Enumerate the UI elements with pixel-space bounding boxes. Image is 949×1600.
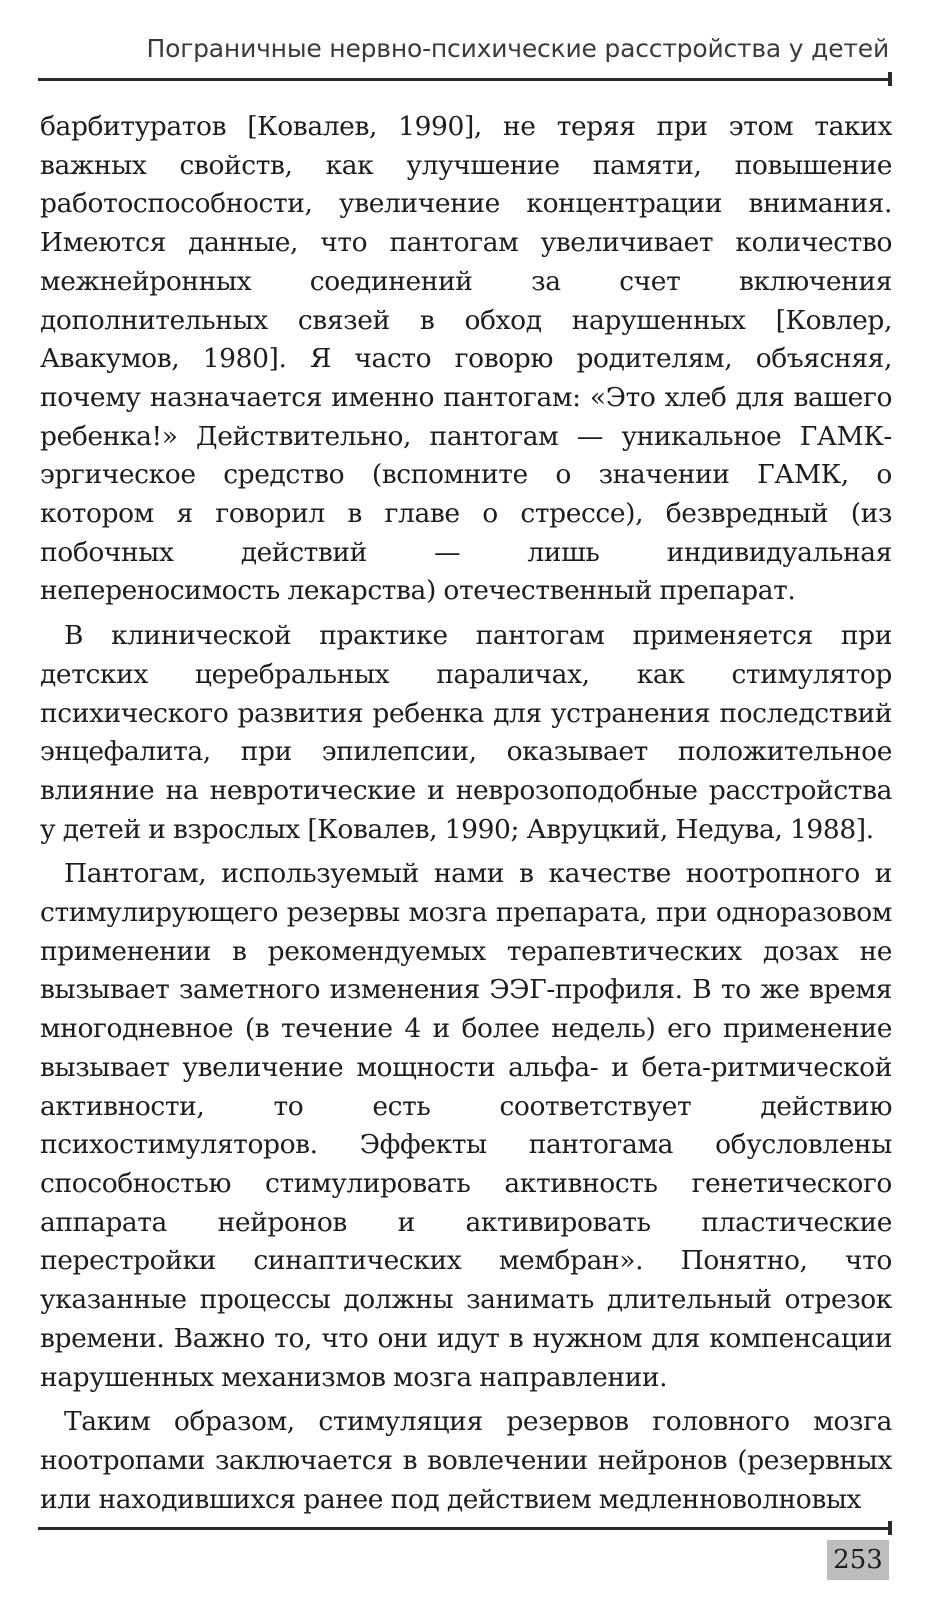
paragraph-1: барбитуратов [Ковалев, 1990], не теряя при этом таких важных свойств, как улучшение памяти, повышение работоспособности, увеличение концентрации внимания. Имеются данные, что пантогам увеличивает количество межнейронных соединений за счет включения дополнительных связей в обход нарушенных [Ковлер, Авакумов, 1980]. Я часто говорю родителям, объясняя, почему назначается именно пантогам: «Это хлеб для вашего ребенка!» Действительно, пантогам — уникальное ГАМК-эргическое средство (вспомните о значении ГАМК, о котором я говорил в главе о стрессе), безвредный (из побочных действий — лишь индивидуальная непереносимость лекарства) отечественный препарат. [40, 111, 892, 607]
header-rule [38, 78, 892, 81]
paragraph-3: Пантогам, используемый нами в качестве ноотропного и стимулирующего резервы мозга препарата, при одноразовом применении в рекомендуемых терапевтических дозах не вызывает заметного изменения ЭЭГ-профиля. В то же время многодневное (в течение 4 и более недель) его применение вызывает увеличение мощности альфа- и бета-ритмической активности, то есть соответствует действию психостимуляторов. Эффекты пантогама обусловлены способностью стимулировать активность генетического аппарата нейронов и активировать пластические перестройки синаптических мембран». Понятно, что указанные процессы должны занимать длительный отрезок времени. Важно то, что они идут в нужном для компенсации нарушенных механизмов мозга направлении. [40, 858, 892, 1393]
page-body [40, 108, 892, 1525]
paragraph-4: Таким образом, стимуляция резервов головного мозга ноотропами заключается в вовлечении нейронов (резервных или находившихся ранее под действием медленноволновых [40, 1406, 892, 1515]
running-title: Пограничные нервно-психические расстройства у детей [146, 34, 889, 63]
page-number: 253 [827, 1540, 889, 1580]
paragraph-2: В клинической практике пантогам применяется при детских церебральных параличах, как стимулятор психического развития ребенка для устранения последствий энцефалита, при эпилепсии, оказывает положительное влияние на невротические и неврозоподобные расстройства у детей и взрослых [Ковалев, 1990; Авруцкий, Недува, 1988]. [40, 620, 892, 845]
footer-rule [38, 1527, 892, 1530]
